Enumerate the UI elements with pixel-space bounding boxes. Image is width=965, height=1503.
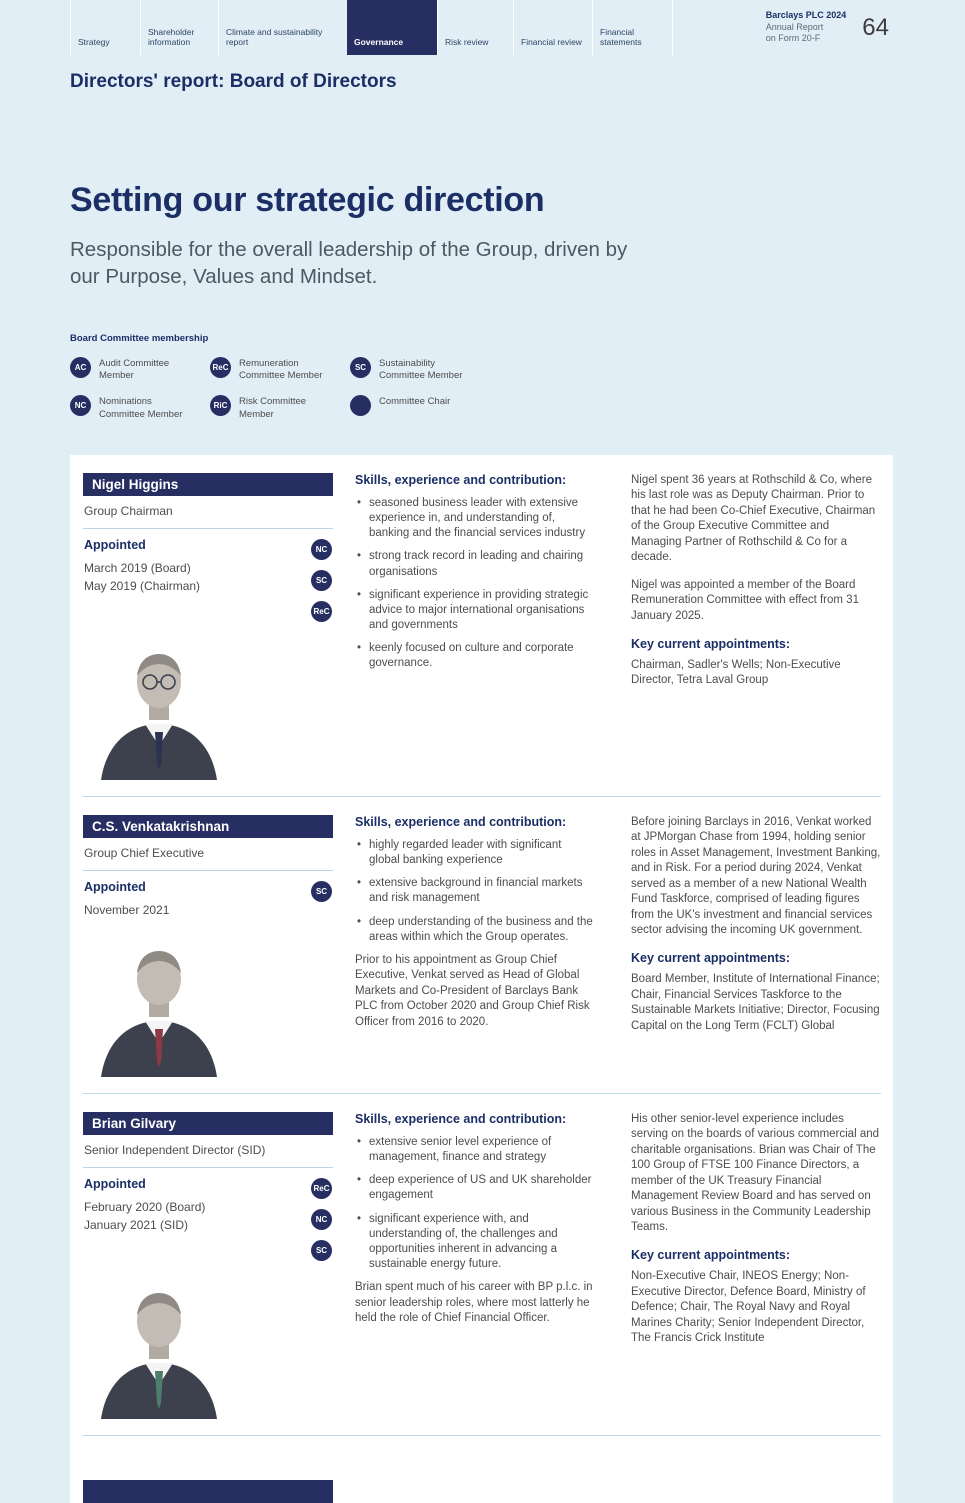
committee-badge-icon: NC — [311, 539, 332, 560]
page-subtitle: Responsible for the overall leadership of the Group, driven by our Purpose, Values and Mindset. — [70, 238, 628, 289]
appointed-date: January 2021 (SID) — [84, 1217, 189, 1232]
appointed-heading: Appointed — [84, 1176, 146, 1191]
committee-badges — [311, 880, 333, 919]
skills-column — [355, 1112, 609, 1419]
committee-badge-icon: NC — [311, 1209, 332, 1230]
appointed-row — [83, 538, 333, 622]
legend-item-remuneration — [210, 357, 350, 383]
skills-list — [355, 496, 593, 672]
appointed-date: May 2019 (Chairman) — [84, 578, 201, 593]
skills-list — [355, 1135, 593, 1272]
director-role: Group Chairman — [84, 503, 173, 518]
tab-label: Financial statements — [600, 26, 642, 48]
bio-paragraph: Nigel spent 36 years at Rothschild & Co, where his last role was as Deputy Chairman. Prior to that he had been Co-Chief Executive, Chairman of the Group Executive Committee and Managing Partner of Rothschild & Co for a decade. — [631, 473, 876, 564]
legend-label: Nominations Committee Member — [99, 396, 183, 420]
legend-item-chair — [350, 395, 500, 421]
career-paragraph: Brian spent much of his career with BP p.l.c. in senior leadership roles, where most latterly he held the role of Chief Financial Officer. — [355, 1281, 593, 1325]
divider — [83, 1167, 333, 1168]
skill-item: • seasoned business leader with extensive experience in, and understanding of, banking and the financial services industry — [355, 496, 593, 542]
skill-item: • extensive background in financial markets and risk management — [355, 876, 593, 906]
page-number: 64 — [862, 13, 889, 41]
appointed-date: March 2019 (Board) — [84, 560, 191, 575]
appointed-dates — [84, 559, 311, 595]
director-name: Nigel Higgins — [83, 473, 333, 496]
skill-item: • significant experience with, and understanding of, the challenges and opportunities inherent in advancing a sustainable energy future. — [355, 1212, 593, 1273]
committee-badge-icon: ReC — [311, 601, 332, 622]
legend-label: Sustainability Committee Member — [379, 357, 463, 381]
next-director-name-bar — [83, 1480, 333, 1503]
tab-label: Strategy — [78, 37, 110, 48]
section-header: Directors' report: Board of Directors — [70, 71, 397, 92]
committee-badge-icon: SC — [311, 570, 332, 591]
committee-badges — [311, 1177, 333, 1261]
brand-subtitle: on Form 20-F — [765, 33, 821, 44]
brand-subtitle: Annual Report — [765, 21, 824, 32]
career-paragraphs — [355, 953, 593, 1031]
appointed-dates — [84, 1198, 311, 1234]
bio-paragraphs — [631, 815, 881, 939]
appointed-date: February 2020 (Board) — [84, 1199, 206, 1214]
page-title: Setting our strategic direction — [70, 181, 545, 219]
appointed-heading: Appointed — [84, 879, 146, 894]
skill-item: • deep understanding of the business and the areas within which the Group operates. — [355, 915, 593, 945]
tab-risk-review[interactable] — [437, 0, 513, 55]
appointments-text: Non-Executive Chair, INEOS Energy; Non-Executive Director, Defence Board, Ministry of Defence; Chair, The Royal Navy and Royal Marines Charity; Senior Independent Director, The Francis Crick Institute — [631, 1270, 866, 1345]
bio-paragraph: Nigel was appointed a member of the Board Remuneration Committee with effect from 31 January 2025. — [631, 578, 859, 622]
skills-heading: Skills, experience and contribution: — [355, 472, 567, 487]
legend-item-sustainability — [350, 357, 500, 383]
director-photo — [87, 1287, 232, 1419]
tab-label: Climate and sustainability report — [226, 26, 323, 48]
skill-item: • highly regarded leader with significant global banking experience — [355, 838, 593, 868]
appointed-block — [83, 880, 311, 919]
legend-label: Audit Committee Member — [99, 357, 170, 381]
divider — [83, 870, 333, 871]
appointed-row — [83, 880, 333, 919]
legend-label: Remuneration Committee Member — [239, 357, 323, 381]
director-left-column — [83, 1112, 333, 1419]
bio-paragraphs — [631, 473, 881, 625]
appointments-heading: Key current appointments: — [631, 636, 791, 651]
bio-paragraphs — [631, 1112, 881, 1236]
skills-column — [355, 815, 609, 1077]
tab-label: Financial review — [521, 37, 582, 48]
skills-heading: Skills, experience and contribution: — [355, 814, 567, 829]
director-photo — [87, 945, 232, 1077]
divider — [83, 528, 333, 529]
director-card-cs-venkatakrishnan — [83, 815, 881, 1094]
sc-badge-icon: SC — [350, 357, 371, 378]
appointed-heading: Appointed — [84, 537, 146, 552]
legend-grid — [70, 357, 965, 421]
tab-label: Governance — [354, 37, 404, 48]
appointed-dates — [84, 901, 311, 919]
director-role: Senior Independent Director (SID) — [84, 1142, 266, 1157]
director-card-nigel-higgins — [83, 473, 881, 797]
director-card-brian-gilvary — [83, 1112, 881, 1436]
committee-badge-icon: SC — [311, 881, 332, 902]
appointed-block — [83, 1177, 311, 1261]
legend-item-nominations — [70, 395, 210, 421]
skills-heading: Skills, experience and contribution: — [355, 1111, 567, 1126]
legend-label: Risk Committee Member — [239, 396, 307, 420]
career-paragraphs — [355, 1280, 593, 1327]
brand-title: Barclays PLC 2024 — [765, 9, 847, 20]
skill-item: • significant experience in providing strategic advice to major international organisations and governments — [355, 588, 593, 634]
tab-label: Risk review — [445, 37, 489, 48]
ac-badge-icon: AC — [70, 357, 91, 378]
appointments-heading: Key current appointments: — [631, 1248, 791, 1262]
legend-label: Committee Chair — [379, 396, 451, 408]
legend-item-risk — [210, 395, 350, 421]
ric-badge-icon: RiC — [210, 395, 231, 416]
committee-badge-icon: ReC — [311, 1178, 332, 1199]
bio-column — [631, 815, 881, 1077]
legend-item-audit — [70, 357, 210, 383]
report-brand — [672, 0, 895, 55]
tab-label: Shareholder information — [148, 26, 195, 48]
appointed-date: November 2021 — [84, 902, 170, 917]
director-photo — [87, 648, 232, 780]
appointed-block — [83, 538, 311, 622]
tab-shareholder-information[interactable] — [140, 0, 218, 55]
chair-badge-icon — [350, 395, 371, 416]
skills-column — [355, 473, 609, 780]
nc-badge-icon: NC — [70, 395, 91, 416]
career-paragraph: Prior to his appointment as Group Chief Executive, Venkat served as Head of Global Markets and Co-President of Barclays Bank PLC from October 2020 and Group Chief Risk Officer from 2016 to 2020. — [355, 953, 590, 1028]
director-name: Brian Gilvary — [83, 1112, 333, 1135]
director-role: Group Chief Executive — [84, 845, 205, 860]
bio-column — [631, 473, 881, 780]
rec-badge-icon: ReC — [210, 357, 231, 378]
skill-item: • extensive senior level experience of management, finance and strategy — [355, 1135, 593, 1165]
bio-paragraph: His other senior-level experience includes serving on the boards of various commercial and charitable organisations. Brian was Chair of The 100 Group of FTSE 100 Finance Directors, a member of the UK Treasury Financial Management Review Board and has served on various Business in the Community Leadership Teams. — [631, 1112, 880, 1234]
appointed-row — [83, 1177, 333, 1261]
skill-item: • deep experience of US and UK shareholder engagement — [355, 1173, 593, 1203]
tab-governance[interactable] — [347, 0, 437, 55]
appointments-text: Board Member, Institute of International Finance; Chair, Financial Services Taskforce to the Sustainable Markets Initiative; Director, Focusing Capital on the Long Term (FCLT) Global — [631, 973, 880, 1032]
directors-card — [70, 455, 893, 1503]
skills-list — [355, 838, 593, 945]
tab-financial-review[interactable] — [513, 0, 592, 55]
committee-badges — [311, 538, 333, 622]
tab-financial-statements[interactable] — [592, 0, 672, 55]
brand-text — [688, 10, 847, 45]
committee-legend — [70, 333, 965, 421]
top-navigation — [70, 0, 895, 55]
director-left-column — [83, 473, 333, 780]
appointments-heading: Key current appointments: — [631, 951, 791, 965]
tab-strategy[interactable] — [70, 0, 140, 55]
director-left-column — [83, 815, 333, 1077]
skill-item: • strong track record in leading and chairing organisations — [355, 549, 593, 579]
director-name: C.S. Venkatakrishnan — [83, 815, 333, 838]
appointments-text: Chairman, Sadler's Wells; Non-Executive Director, Tetra Laval Group — [631, 658, 841, 687]
skill-item: • keenly focused on culture and corporate governance. — [355, 641, 593, 671]
tab-climate-and-sustainability-report[interactable] — [218, 0, 340, 55]
bio-column — [631, 1112, 881, 1419]
committee-badge-icon: SC — [311, 1240, 332, 1261]
bio-paragraph: Before joining Barclays in 2016, Venkat worked at JPMorgan Chase from 1994, holding senior roles in Asset Management, Investment Banking, and in Risk. For a period during 2024, Venkat served as a member of a new National Wealth Fund Taskforce, comprised of leading figures from the UK's investment and financial services sector advising the incoming UK government. — [631, 815, 881, 937]
legend-title: Board Committee membership — [70, 332, 209, 344]
